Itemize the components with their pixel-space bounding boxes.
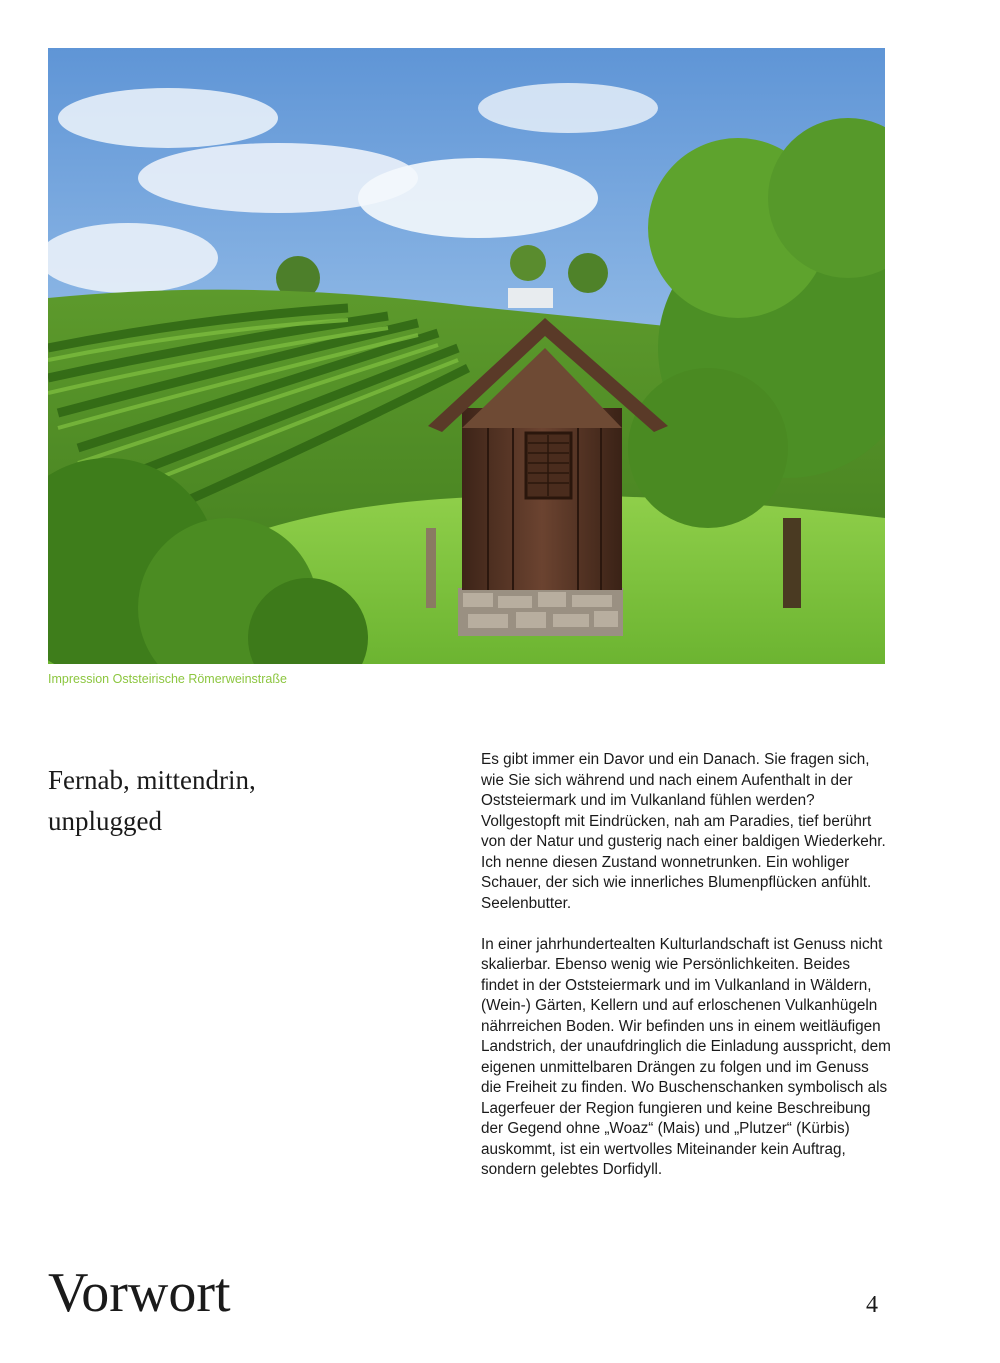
article-body (481, 750, 891, 1201)
photo-caption: Impression Oststeirische Römerweinstraße (48, 672, 287, 686)
section-title: Vorwort (48, 1262, 231, 1324)
article-paragraph: Es gibt immer ein Davor und ein Danach. Sie fragen sich, wie Sie sich während und nach einem Aufenthalt in der Oststeiermark und im Vulkanland fühlen werden? Vollgestopft mit Eindrücken, nah am Paradies, tief berührt von der Natur und gusterig nach einer baldigen Wiederkehr. Ich nenne diesen Zustand wonnetrunken. Ein wohliger Schauer, der sich wie innerliches Blumenpflücken anfühlt. Seelenbutter. (481, 751, 886, 912)
article-heading-line: Fernab, mittendrin, (48, 765, 256, 795)
vineyard-with-wooden-hut-photo (48, 48, 885, 664)
article-heading-line: unplugged (48, 806, 162, 836)
article-heading (48, 760, 408, 842)
page-number: 4 (866, 1292, 878, 1318)
vineyard-photo (48, 48, 885, 664)
article-paragraph: In einer jahrhundertealten Kulturlandschaft ist Genuss nicht skalierbar. Ebenso wenig wie Persönlichkeiten. Beides findet in der Oststeiermark und im Vulkanland in Wäldern, (Wein-) Gärten, Kellern und auf erloschenen Vulkanhügeln nährreichen Boden. Wir befinden uns in einem weitläufigen Landstrich, der unaufdringlich die Einladung ausspricht, dem eigenen unmittelbaren Drängen zu folgen und im Genuss die Freiheit zu finden. Wo Buschenschanken symbolisch als Lagerfeuer der Region fungieren und keine Beschreibung der Gegend ohne „Woaz“ (Mais) und „Plutzer“ (Kürbis) auskommt, ist ein wertvolles Miteinander kein Auftrag, sondern gelebtes Dorfidyll. (481, 935, 891, 1178)
